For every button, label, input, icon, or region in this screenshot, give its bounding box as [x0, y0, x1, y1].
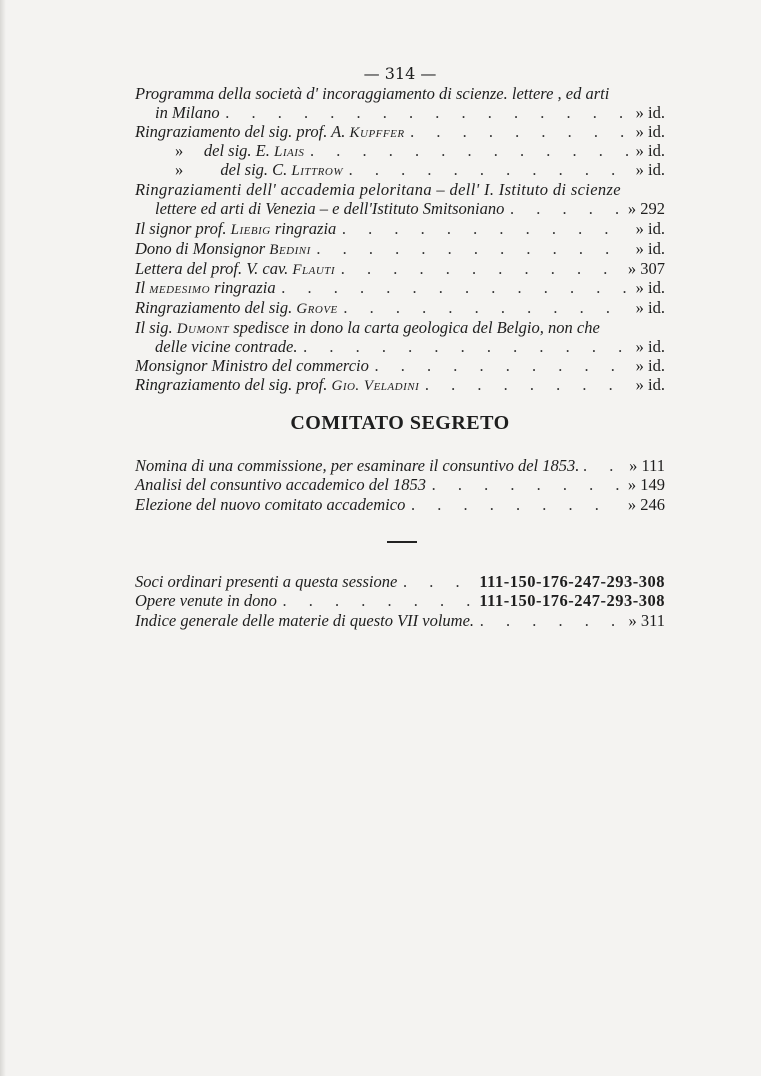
entry-text: Soci ordinari presenti a questa sessione [135, 572, 398, 591]
entry-page: » 111 [629, 456, 665, 475]
entry-page: » id. [635, 356, 665, 375]
entry-text: Ringraziamenti dell' accademia peloritana – dell' I. Istituto di scienze [135, 180, 621, 199]
index-entry [135, 199, 665, 218]
entry-page: » id. [635, 278, 665, 297]
entry-page: » id. [635, 375, 665, 394]
entry-text: Elezione del nuovo comitato accademico [135, 495, 406, 514]
entry-page: » 292 [627, 199, 665, 218]
entry-pages: 111-150-176-247-293-308 [479, 572, 665, 591]
entry-text: lettere ed arti di Venezia – e dell'Istituto Smitsoniano [155, 199, 505, 218]
dot-leader [583, 456, 625, 475]
entry-text: Il medesimo ringrazia [135, 278, 276, 297]
dot-leader [425, 375, 629, 394]
entry-page: » 307 [627, 259, 665, 278]
entry-pages: 111-150-176-247-293-308 [479, 591, 665, 610]
entry-page: » id. [635, 298, 665, 317]
index-entry [135, 278, 665, 299]
index-entry [135, 456, 665, 475]
index-entry [135, 84, 665, 103]
index-entry [135, 337, 665, 356]
index-entry [135, 356, 665, 375]
index-entry [135, 298, 665, 319]
index-entry [135, 591, 665, 610]
index-entry [135, 103, 665, 122]
index-entry [135, 219, 665, 240]
index-entry [135, 160, 665, 181]
dot-leader [349, 160, 630, 179]
dot-leader [226, 103, 630, 122]
entry-text: Programma della società d' incoraggiamento di scienze. lettere , ed arti [135, 84, 610, 103]
entry-page: » id. [635, 122, 665, 141]
dot-leader [375, 356, 630, 375]
entry-text: Opere venute in dono [135, 591, 277, 610]
dot-leader [411, 495, 622, 514]
index-entry [135, 375, 665, 396]
dot-leader [341, 259, 622, 278]
entry-page: » 311 [628, 611, 665, 630]
dot-leader [403, 572, 473, 591]
divider-rule [387, 541, 417, 543]
entry-text: Il signor prof. Liebig ringrazia [135, 219, 337, 238]
entry-page: » id. [635, 141, 665, 160]
entry-page: » 149 [627, 475, 665, 494]
dot-leader [344, 298, 630, 317]
page-number: — 314 — [363, 64, 437, 83]
index-entry [135, 259, 665, 280]
dot-leader [411, 122, 630, 141]
entry-text: » del sig. C. Littrow [175, 160, 343, 179]
index-entry [135, 475, 665, 494]
entry-text: Lettera del prof. V. cav. Flauti [135, 259, 336, 278]
dot-leader [432, 475, 622, 494]
index-entry [135, 122, 665, 143]
entry-text: Ringraziamento del sig. prof. Gio. Veladini [135, 375, 420, 394]
dot-leader [282, 278, 630, 297]
entry-text: Ringraziamento del sig. prof. A. Kupffer [135, 122, 405, 141]
entry-page: » 246 [627, 495, 665, 514]
entry-page: » id. [635, 160, 665, 179]
entry-page: » id. [635, 337, 665, 356]
entry-text: Monsignor Ministro del commercio [135, 356, 369, 375]
entry-text: in Milano [155, 103, 220, 122]
index-entry [135, 495, 665, 514]
dot-leader [480, 611, 622, 630]
entry-text: Il sig. Dumont spedisce in dono la carta geologica del Belgio, non che [135, 318, 600, 337]
dot-leader [317, 239, 630, 258]
dot-leader [303, 337, 629, 356]
index-entry [135, 239, 665, 260]
dot-leader [342, 219, 629, 238]
entry-text: Nomina di una commissione, per esaminare il consuntivo del 1853. [135, 456, 580, 475]
entry-text: Dono di Monsignor Bedini [135, 239, 311, 258]
dot-leader [310, 141, 629, 160]
page-fold-shadow [0, 0, 6, 1076]
entry-page: » id. [635, 219, 665, 238]
entry-text: Ringraziamento del sig. Grove [135, 298, 338, 317]
dot-leader [510, 199, 622, 218]
entry-text: Indice generale delle materie di questo VII volume. [135, 611, 475, 630]
entry-text: » del sig. E. Liais [175, 141, 305, 160]
entry-page: » id. [635, 103, 665, 122]
entry-text: Analisi del consuntivo accademico del 1853 [135, 475, 426, 494]
index-entry [135, 318, 665, 339]
dot-leader [283, 591, 473, 610]
index-entry [135, 572, 665, 591]
index-entry [135, 180, 665, 199]
section-heading: COMITATO SEGRETO [290, 412, 510, 434]
index-entry [135, 611, 665, 630]
entry-text: delle vicine contrade. [155, 337, 298, 356]
index-entry [135, 141, 665, 162]
entry-page: » id. [635, 239, 665, 258]
